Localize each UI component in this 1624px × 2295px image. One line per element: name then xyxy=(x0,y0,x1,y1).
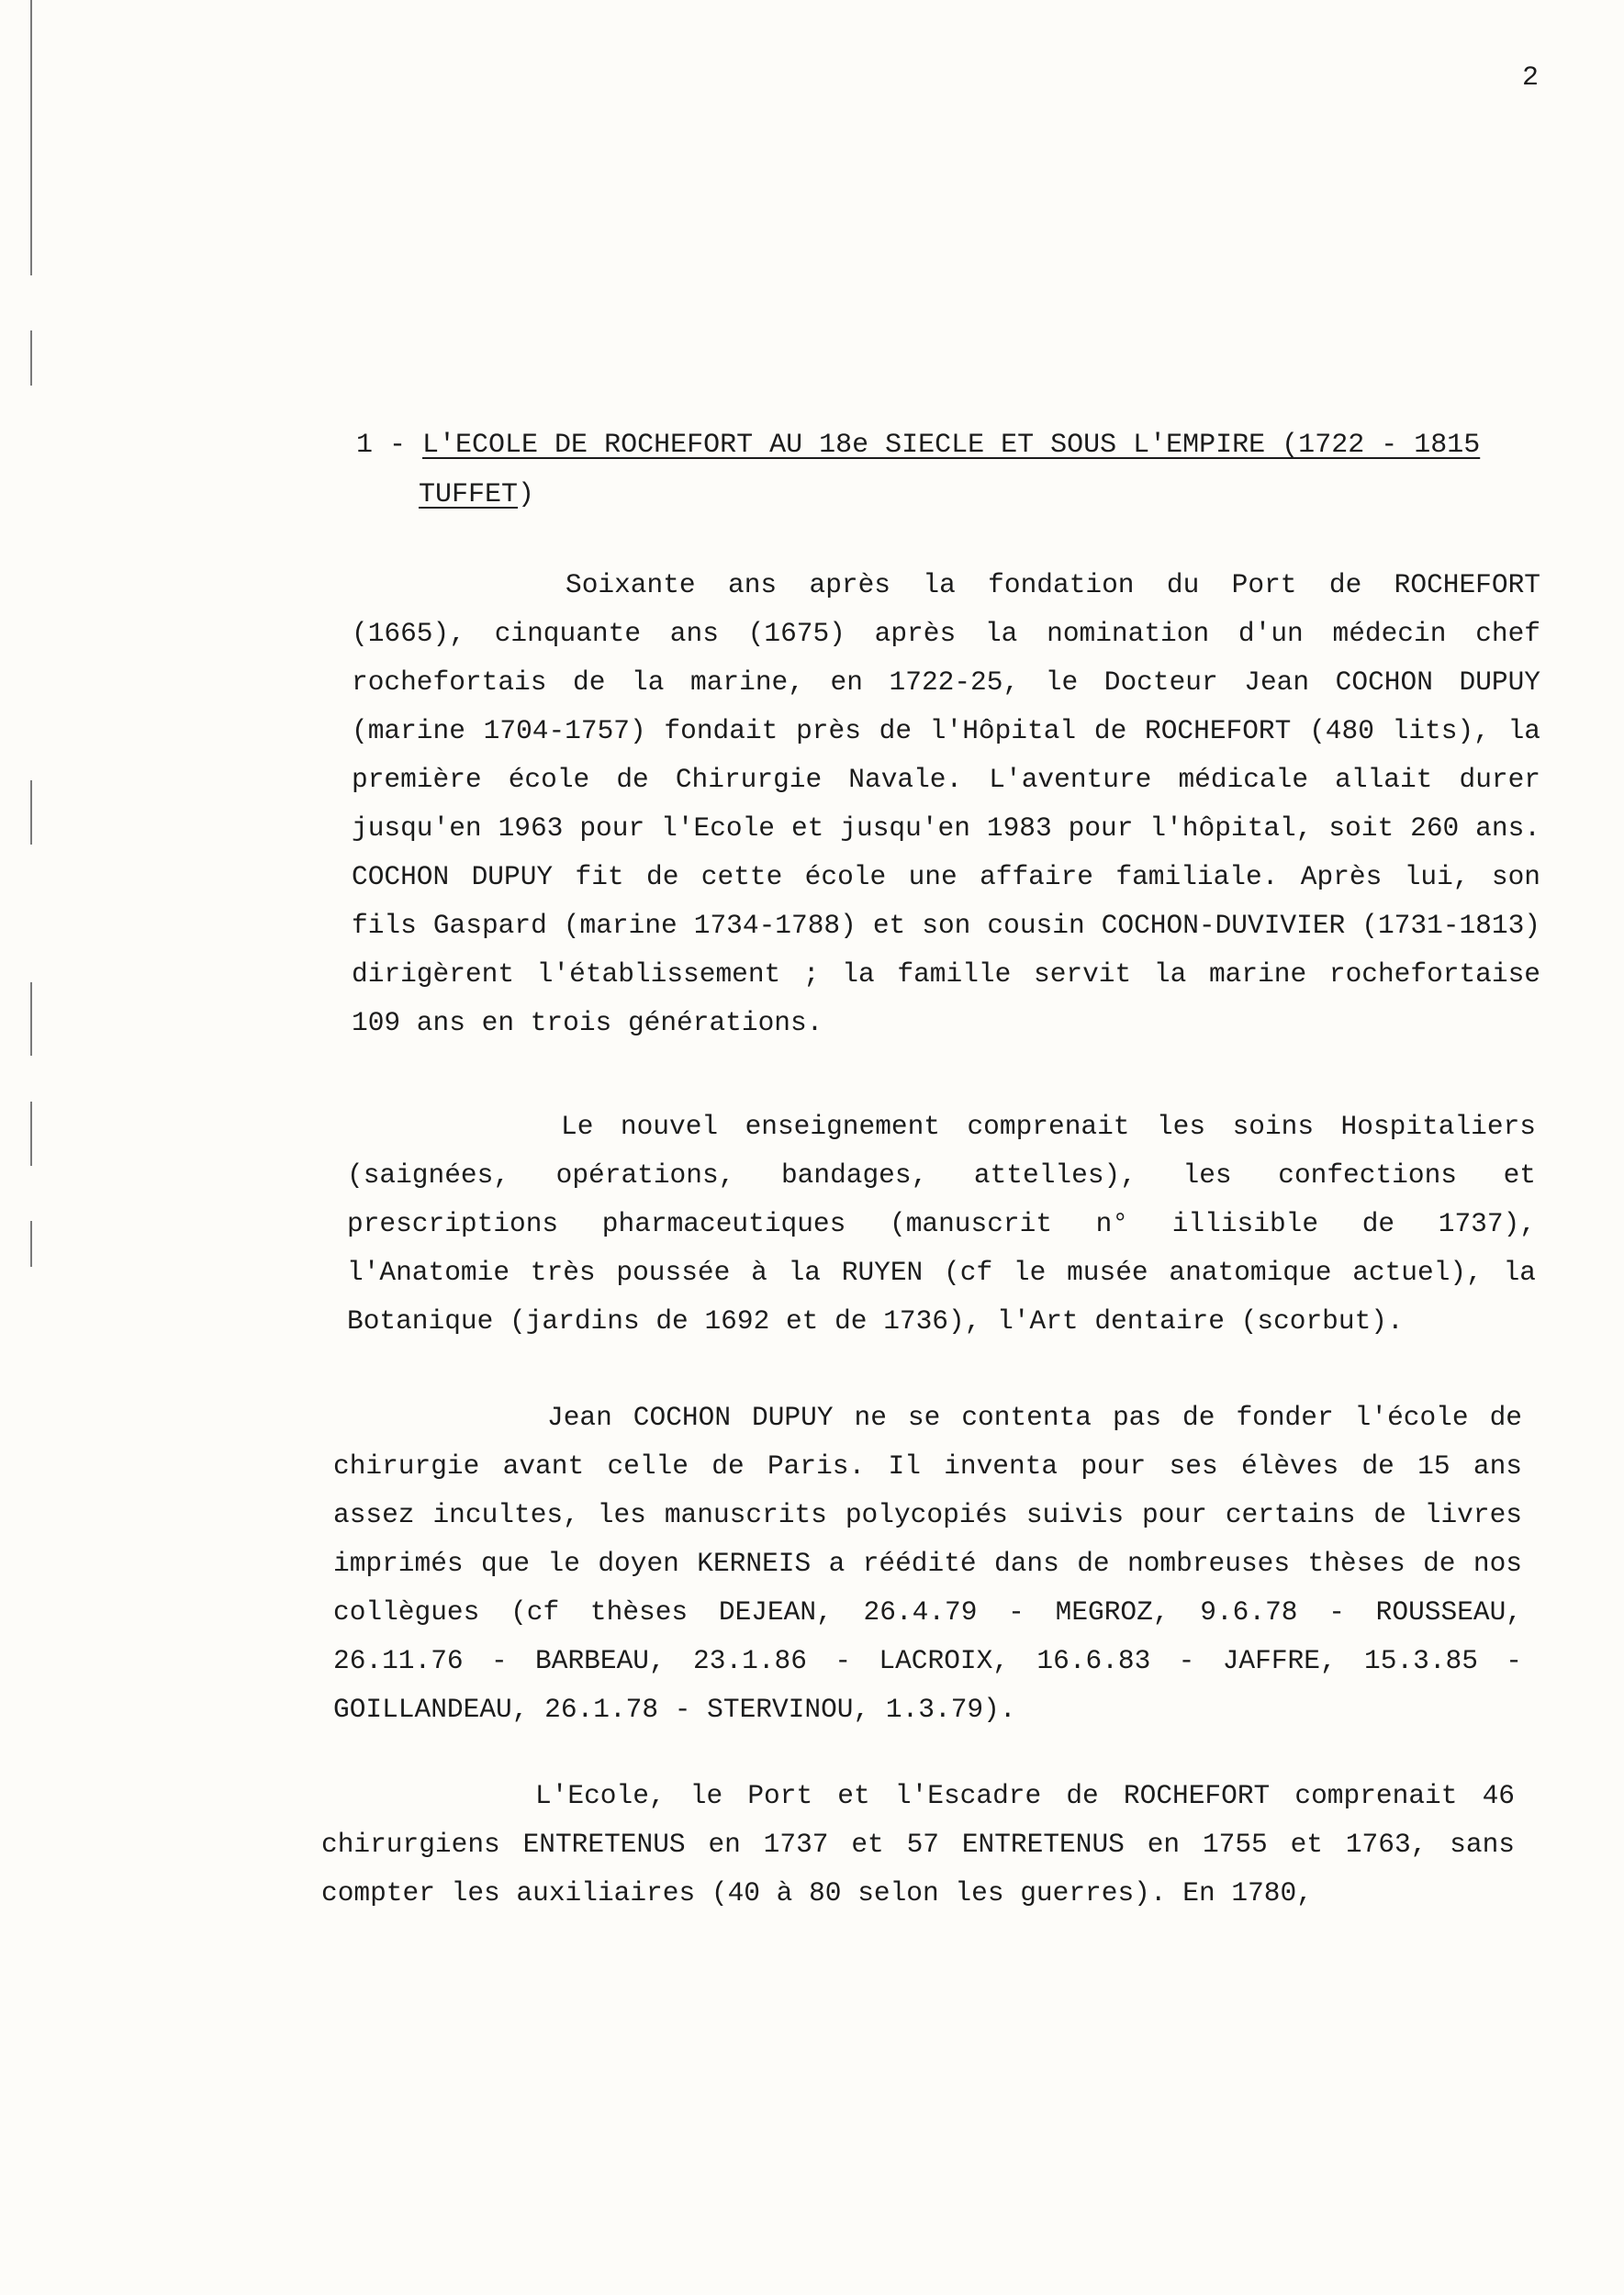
heading-title-line-2: TUFFET) xyxy=(419,479,535,510)
page-number: 2 xyxy=(1522,62,1540,94)
margin-mark xyxy=(30,780,32,845)
heading-number: 1 - xyxy=(356,430,407,461)
paragraph: Soixante ans après la fondation du Port de ROCHEFORT (1665), cinquante ans (1675) après la nomination d'un médecin chef rochefortais de la marine, en 1722-25, le Docteur Jean COCHON DUPUY (marine 1704-1757) fondait près de l'Hôpital de ROCHEFORT (480 lits), la première école de Chirurgie Navale. L'aventure médicale allait durer jusqu'en 1963 pour l'Ecole et jusqu'en 1983 pour l'hôpital, soit 260 ans. COCHON DUPUY fit de cette école une affaire familiale. Après lui, son fils Gaspard (marine 1734-1788) et son cousin COCHON-DUVIVIER (1731-1813) dirigèrent l'établissement ; la famille servit la marine rochefortaise 109 ans en trois générations. xyxy=(352,569,1540,1038)
heading-title-line-1: L'ECOLE DE ROCHEFORT AU 18e SIECLE ET SOUS L'EMPIRE (1722 - 1815 xyxy=(422,430,1481,461)
paragraph: L'Ecole, le Port et l'Escadre de ROCHEFORT comprenait 46 chirurgiens ENTRETENUS en 1737 et 57 ENTRETENUS en 1755 et 1763, sans compter les auxiliaires (40 à 80 selon les guerres). En 1780, xyxy=(321,1780,1515,1909)
margin-mark xyxy=(30,0,32,275)
paragraph: Le nouvel enseignement comprenait les soins Hospitaliers (saignées, opérations, bandages, attelles), les confections et prescriptions pharmaceutiques (manuscrit n° illisible de 1737), l'Anatomie très poussée à la RUYEN (cf le musée anatomique actuel), la Botanique (jardins de 1692 et de 1736), l'Art dentaire (scorbut). xyxy=(347,1111,1536,1337)
section-heading xyxy=(356,420,1550,520)
margin-mark xyxy=(30,1221,32,1267)
paragraph: Jean COCHON DUPUY ne se contenta pas de fonder l'école de chirurgie avant celle de Paris. Il inventa pour ses élèves de 15 ans assez incultes, les manuscrits polycopiés suivis pour certains de livres imprimés que le doyen KERNEIS a réédité dans de nombreuses thèses de nos collègues (cf thèses DEJEAN, 26.4.79 - MEGROZ, 9.6.78 - ROUSSEAU, 26.11.76 - BARBEAU, 23.1.86 - LACROIX, 16.6.83 - JAFFRE, 15.3.85 - GOILLANDEAU, 26.1.78 - STERVINOU, 1.3.79). xyxy=(333,1402,1522,1725)
margin-mark xyxy=(30,330,32,386)
margin-mark xyxy=(30,982,32,1056)
margin-mark xyxy=(30,1102,32,1166)
